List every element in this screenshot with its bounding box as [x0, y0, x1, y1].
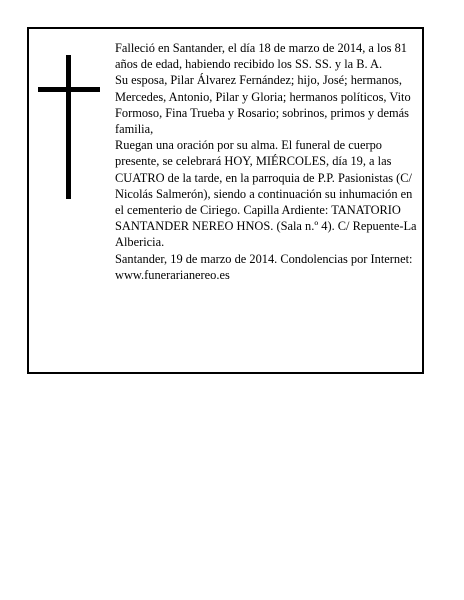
notice-funeral-details: Ruegan una oración por su alma. El funeral de cuerpo presente, se celebrará HOY, MIÉRCOLES, día 19, a las CUATRO de la tarde, en la parroquia de P.P. Pasionistas (C/ Nicolás Salmerón), siendo a continuación su inhumación en el cementerio de Ciriego. Capilla Ardiente: TANATORIO SANTANDER NEREO HNOS. (Sala n.º 4). C/ Repuente-La Albericia.	[115, 138, 417, 250]
obituary-notice	[27, 27, 424, 374]
cross-vertical-bar	[66, 55, 71, 199]
notice-family: Su esposa, Pilar Álvarez Fernández; hijo, José; hermanos, Mercedes, Antonio, Pilar y Gloria; hermanos políticos, Vito Formoso, Fina Trueba y Rosario; sobrinos, primos y demás familia,	[115, 73, 411, 137]
cross-icon	[38, 55, 100, 199]
cross-horizontal-bar	[38, 87, 100, 92]
notice-date-condolences: Santander, 19 de marzo de 2014. Condolencias por Internet: www.funerarianereo.es	[115, 251, 413, 282]
notice-death-announcement: Falleció en Santander, el día 18 de marzo de 2014, a los 81 años de edad, habiendo recibido los SS. SS. y la B. A.	[115, 41, 407, 72]
notice-body	[115, 40, 421, 283]
